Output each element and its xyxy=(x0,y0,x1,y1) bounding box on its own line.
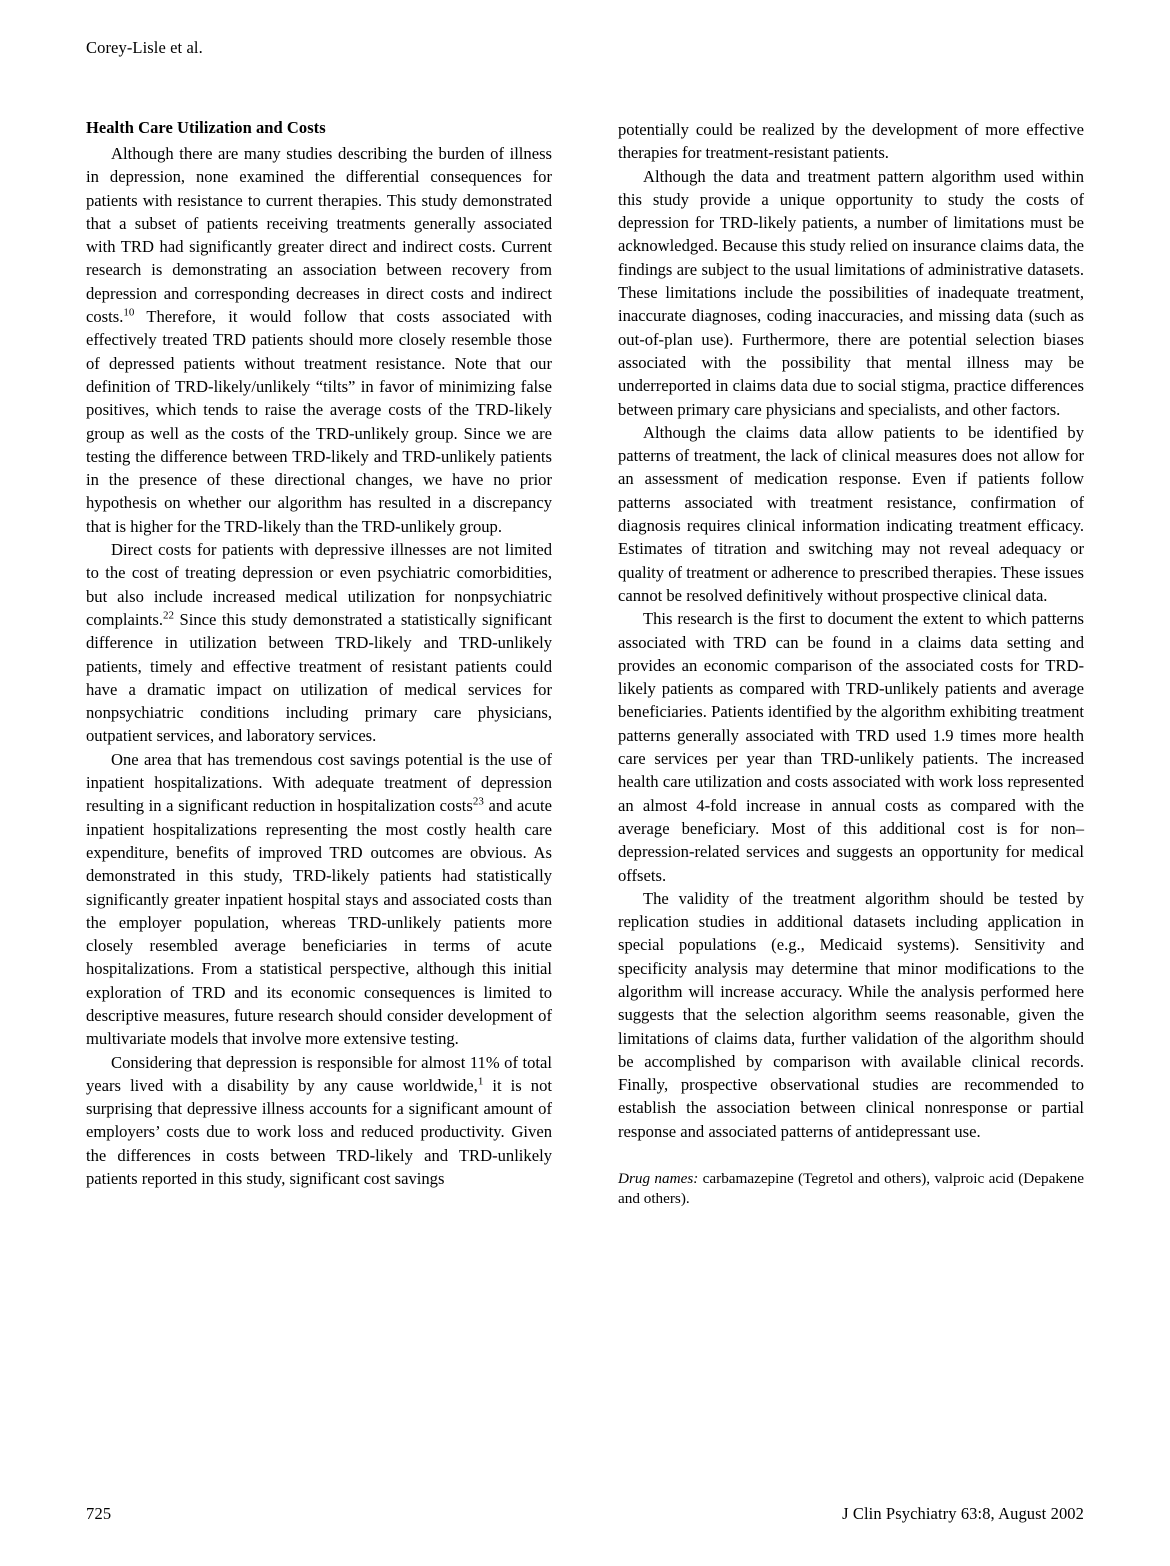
drug-names-text: carbamazepine (Tegretol and others), valproic acid (Depakene and others). xyxy=(618,1170,1084,1207)
paragraph-text: Direct costs for patients with depressive illnesses are not limited to the cost of treating depression or even psychiatric comorbidities, but also include increased medical utilization for nonpsychiatric complaints. xyxy=(86,540,552,629)
page-footer xyxy=(86,1504,1084,1524)
paragraph-text: Although there are many studies describing the burden of illness in depression, none examined the differential consequences for patients with resistance to current therapies. This study demonstrated that a subset of patients receiving treatments generally associated with TRD had significantly greater direct and indirect costs. Current research is demonstrating an association between recovery from depression and corresponding decreases in direct costs and indirect costs. xyxy=(86,144,552,327)
page-number: 725 xyxy=(86,1504,112,1523)
paragraph: Although the claims data allow patients to be identified by patterns of treatment, the lack of clinical measures does not allow for an assessment of medication response. Even if patients follow patterns associated with treatment resistance, confirmation of diagnosis requires clinical information indicating treatment efficacy. Estimates of titration and switching may not reveal adequacy or quality of treatment or adherence to prescribed therapies. These issues cannot be resolved definitively without prospective clinical data. xyxy=(618,422,1084,605)
drug-names-label: Drug names: xyxy=(618,1170,699,1188)
paragraph-text: Considering that depression is responsible for almost 11% of total years lived with a disability by any cause worldwide, xyxy=(86,1052,552,1095)
journal-citation: J Clin Psychiatry 63:8, August 2002 xyxy=(842,1504,1084,1523)
section-title: Health Care Utilization and Costs xyxy=(86,118,326,137)
footnote-marker: 1 xyxy=(477,1075,484,1088)
paragraph xyxy=(86,538,552,748)
drug-names-note xyxy=(618,1169,1084,1208)
paragraph-text-cont: Since this study demonstrated a statistically significant difference in utilization between TRD-likely and TRD-unlikely patients, timely and effective treatment of resistant patients could have a dramatic impact on utilization of medical services for nonpsychiatric conditions including primary care physicians, outpatient services, and laboratory services. xyxy=(86,609,552,746)
two-column-body xyxy=(86,118,1084,1208)
footnote-marker: 10 xyxy=(123,306,135,319)
paragraph-text-cont: Therefore, it would follow that costs associated with effectively treated TRD patients should more closely resemble those of depressed patients without treatment resistance. Note that our definition of TRD-likely/unlikely “tilts” in favor of minimizing false positives, which tends to raise the average costs of the TRD-likely group as well as the costs of the TRD-unlikely group. Since we are testing the difference between TRD-likely and TRD-unlikely patients in the presence of these directional changes, we have no prior hypothesis on whether our algorithm has resulted in a discrepancy that is higher for the TRD-likely than the TRD-unlikely group. xyxy=(86,307,552,536)
paragraph-text-cont: it is not surprising that depressive illness accounts for a significant amount of employers’ costs due to work loss and reduced productivity. Given the differences in costs between TRD-likely and TRD-unlikely patients reported in this study, significant cost savings xyxy=(86,1075,552,1189)
right-column xyxy=(618,118,1084,1208)
paragraph xyxy=(86,1051,552,1191)
paragraph-text: One area that has tremendous cost savings potential is the use of inpatient hospitalizations. With adequate treatment of depression resulting in a significant reduction in hospitalization costs xyxy=(86,749,552,816)
paragraph-text-cont: and acute inpatient hospitalizations representing the most costly health care expenditure, benefits of improved TRD outcomes are obvious. As demonstrated in this study, TRD-likely patients had statistically significantly greater inpatient hospital stays and associated costs than the employer population, whereas TRD-unlikely patients more closely resembled average beneficiaries in terms of acute hospitalizations. From a statistical perspective, although this initial exploration of TRD and its economic consequences is limited to descriptive measures, future research should consider development of multivariate models that involve more extensive testing. xyxy=(86,796,552,1049)
footnote-marker: 23 xyxy=(472,795,484,808)
paragraph: potentially could be realized by the development of more effective therapies for treatment-resistant patients. xyxy=(618,120,1084,163)
paragraph xyxy=(86,142,552,538)
paragraph xyxy=(86,748,552,1051)
paragraph: The validity of the treatment algorithm should be tested by replication studies in additional datasets including application in special populations (e.g., Medicaid systems). Sensitivity and specificity analysis may determine that minor modifications to the algorithm will increase accuracy. While the analysis performed here suggests that the selection algorithm seems reasonable, given the limitations of claims data, further validation of the algorithm should be accomplished by comparison with available clinical records. Finally, prospective observational studies are recommended to establish the association between clinical nonresponse or partial response and associated patterns of antidepressant use. xyxy=(618,888,1084,1141)
running-head: Corey-Lisle et al. xyxy=(86,38,203,57)
paragraph: Although the data and treatment pattern algorithm used within this study provide a unique opportunity to study the costs of depression for TRD-likely patients, a number of limitations must be acknowledged. Because this study relied on insurance claims data, the findings are subject to the usual limitations of administrative datasets. These limitations include the possibilities of inadequate treatment, inaccurate diagnoses, coding inaccuracies, and missing data (such as out-of-plan use). Furthermore, there are potential selection biases associated with the possibility that mental illness may be underreported in claims data due to social stigma, practice differences between primary care physicians and specialists, and other factors. xyxy=(618,166,1084,419)
footnote-marker: 22 xyxy=(162,609,174,622)
paragraph: This research is the first to document the extent to which patterns associated with TRD can be found in a claims data setting and provides an economic comparison of the associated costs for TRD-likely patients as compared with TRD-unlikely patients and average beneficiaries. Patients identified by the algorithm exhibiting treatment patterns generally associated with TRD used 1.9 times more health care services per year than TRD-unlikely patients. The increased health care utilization and costs associated with work loss represented an almost 4-fold increase in annual costs as compared with the average beneficiary. Most of this additional cost is for non–depression-related services and suggests an opportunity for medical offsets. xyxy=(618,609,1084,885)
left-column xyxy=(86,118,552,1208)
